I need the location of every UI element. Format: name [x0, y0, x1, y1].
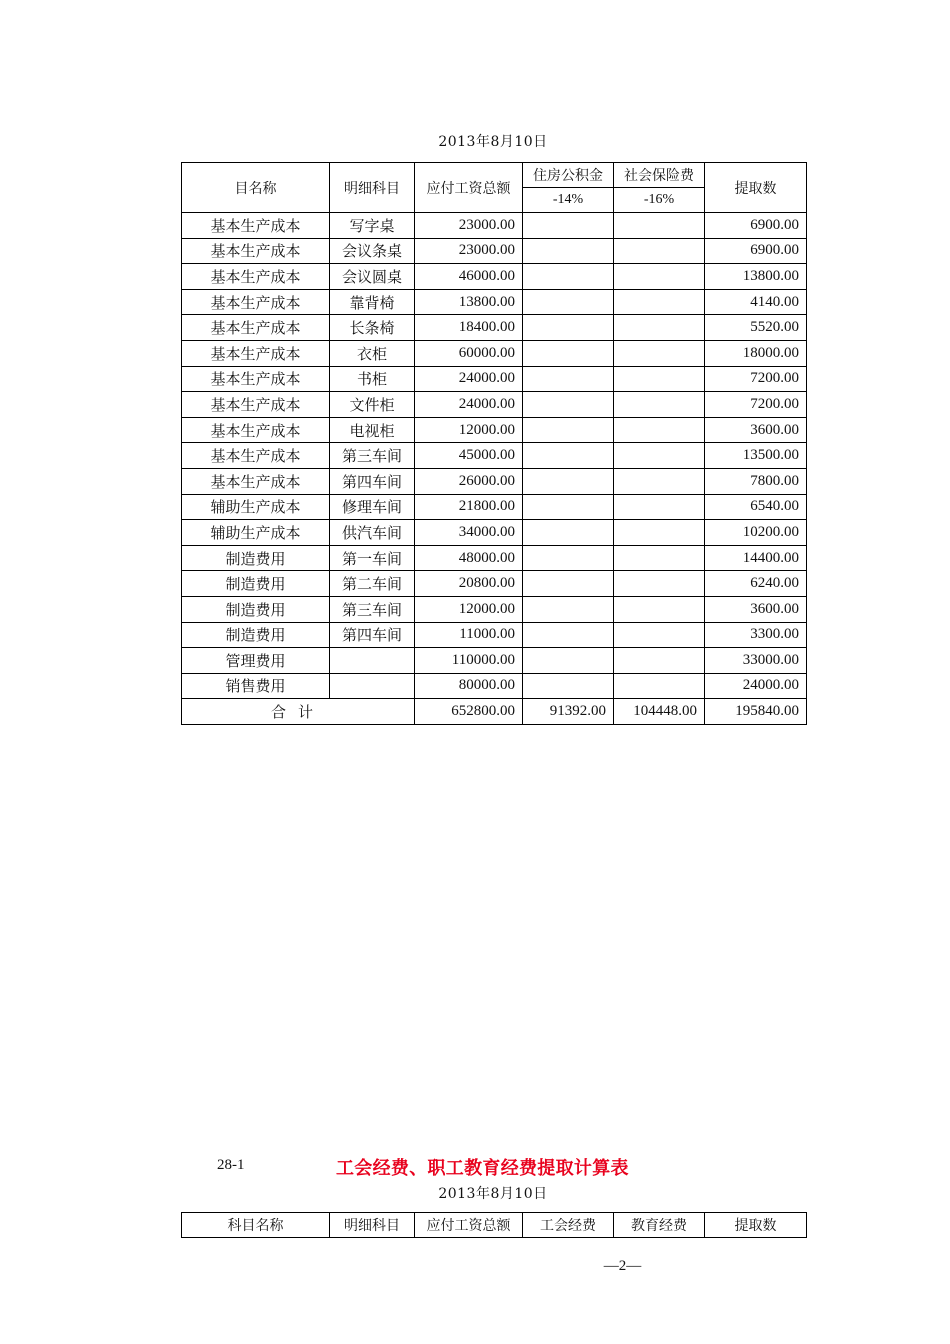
cell-amount: 33000.00	[705, 648, 807, 674]
cell-subject: 制造费用	[182, 622, 330, 648]
cell-wages: 24000.00	[415, 392, 523, 418]
header-housing-rate: -14%	[523, 188, 614, 213]
cell-wages: 48000.00	[415, 545, 523, 571]
cell-detail: 第三车间	[330, 596, 415, 622]
total-social: 104448.00	[614, 699, 705, 725]
cell-social	[614, 340, 705, 366]
cell-detail: 长条椅	[330, 315, 415, 341]
cell-subject: 销售费用	[182, 673, 330, 699]
header-amount: 提取数	[705, 163, 807, 213]
table-row	[182, 340, 807, 366]
header-social-rate: -16%	[614, 188, 705, 213]
cell-housing	[523, 673, 614, 699]
cell-detail: 写字桌	[330, 213, 415, 239]
header-union-fee: 工会经费	[523, 1213, 614, 1238]
cell-housing	[523, 571, 614, 597]
cell-housing	[523, 238, 614, 264]
cell-social	[614, 545, 705, 571]
cell-wages: 18400.00	[415, 315, 523, 341]
cell-subject: 基本生产成本	[182, 213, 330, 239]
cell-housing	[523, 494, 614, 520]
cell-detail: 供汽车间	[330, 520, 415, 546]
cell-amount: 6900.00	[705, 238, 807, 264]
cell-wages: 21800.00	[415, 494, 523, 520]
cell-amount: 7200.00	[705, 392, 807, 418]
table-row	[182, 264, 807, 290]
cell-detail: 第四车间	[330, 622, 415, 648]
cell-detail: 第二车间	[330, 571, 415, 597]
header-subject-name: 科目名称	[182, 1213, 330, 1238]
cell-housing	[523, 340, 614, 366]
cell-detail: 书柜	[330, 366, 415, 392]
cell-subject: 制造费用	[182, 571, 330, 597]
cell-wages: 80000.00	[415, 673, 523, 699]
table-row	[182, 289, 807, 315]
cell-social	[614, 648, 705, 674]
report-date-2: 2013年8月10日	[438, 1186, 548, 1202]
cell-detail: 第一车间	[330, 545, 415, 571]
table-body	[182, 213, 807, 725]
cell-detail: 会议圆桌	[330, 264, 415, 290]
table-row	[182, 238, 807, 264]
header-housing-fund: 住房公积金	[523, 163, 614, 188]
cell-social	[614, 417, 705, 443]
cell-detail: 第三车间	[330, 443, 415, 469]
cell-housing	[523, 289, 614, 315]
cell-social	[614, 443, 705, 469]
cell-subject: 基本生产成本	[182, 289, 330, 315]
cell-wages: 46000.00	[415, 264, 523, 290]
cell-housing	[523, 648, 614, 674]
cell-social	[614, 571, 705, 597]
table-row	[182, 315, 807, 341]
cell-wages: 13800.00	[415, 289, 523, 315]
cell-wages: 20800.00	[415, 571, 523, 597]
cell-amount: 3300.00	[705, 622, 807, 648]
header-detail: 明细科目	[330, 1213, 415, 1238]
total-label: 合计	[182, 699, 415, 725]
cell-housing	[523, 366, 614, 392]
table-row	[182, 366, 807, 392]
table-row	[182, 417, 807, 443]
cell-amount: 6240.00	[705, 571, 807, 597]
cell-social	[614, 392, 705, 418]
cell-housing	[523, 596, 614, 622]
table-row	[182, 443, 807, 469]
cell-subject: 基本生产成本	[182, 443, 330, 469]
cell-amount: 3600.00	[705, 596, 807, 622]
table-row	[182, 494, 807, 520]
cell-social	[614, 596, 705, 622]
cell-wages: 11000.00	[415, 622, 523, 648]
cell-housing	[523, 264, 614, 290]
cell-social	[614, 520, 705, 546]
cell-housing	[523, 417, 614, 443]
header-subject: 目名称	[182, 163, 330, 213]
cell-subject: 制造费用	[182, 545, 330, 571]
table-code: 28-1	[217, 1157, 245, 1173]
cell-amount: 6900.00	[705, 213, 807, 239]
cell-amount: 13800.00	[705, 264, 807, 290]
table-row	[182, 520, 807, 546]
cell-wages: 23000.00	[415, 213, 523, 239]
cell-subject: 管理费用	[182, 648, 330, 674]
cell-subject: 基本生产成本	[182, 264, 330, 290]
header-wages: 应付工资总额	[415, 163, 523, 213]
table-row	[182, 545, 807, 571]
cell-social	[614, 673, 705, 699]
header-amount: 提取数	[705, 1213, 807, 1238]
cell-social	[614, 468, 705, 494]
table-row	[182, 648, 807, 674]
cell-social	[614, 622, 705, 648]
cell-detail: 第四车间	[330, 468, 415, 494]
cell-housing	[523, 315, 614, 341]
cell-subject: 制造费用	[182, 596, 330, 622]
cell-subject: 辅助生产成本	[182, 494, 330, 520]
cell-social	[614, 366, 705, 392]
total-housing: 91392.00	[523, 699, 614, 725]
cell-social	[614, 315, 705, 341]
cell-housing	[523, 443, 614, 469]
cell-amount: 14400.00	[705, 545, 807, 571]
cell-housing	[523, 468, 614, 494]
cell-social	[614, 238, 705, 264]
table-row	[182, 622, 807, 648]
cell-housing	[523, 213, 614, 239]
cell-subject: 辅助生产成本	[182, 520, 330, 546]
cell-housing	[523, 622, 614, 648]
cell-social	[614, 289, 705, 315]
cell-social	[614, 213, 705, 239]
cell-social	[614, 494, 705, 520]
cell-wages: 34000.00	[415, 520, 523, 546]
cell-housing	[523, 392, 614, 418]
cell-wages: 23000.00	[415, 238, 523, 264]
cell-amount: 24000.00	[705, 673, 807, 699]
cell-subject: 基本生产成本	[182, 238, 330, 264]
cell-wages: 12000.00	[415, 417, 523, 443]
cell-detail	[330, 673, 415, 699]
header-social-insurance: 社会保险费	[614, 163, 705, 188]
cell-housing	[523, 520, 614, 546]
union-education-fund-table	[181, 1212, 807, 1238]
cell-wages: 110000.00	[415, 648, 523, 674]
cell-subject: 基本生产成本	[182, 468, 330, 494]
cell-wages: 60000.00	[415, 340, 523, 366]
payroll-provision-table	[181, 162, 807, 725]
cell-wages: 45000.00	[415, 443, 523, 469]
page-number: —2—	[603, 1258, 642, 1274]
cell-amount: 5520.00	[705, 315, 807, 341]
header-education-fee: 教育经费	[614, 1213, 705, 1238]
cell-amount: 10200.00	[705, 520, 807, 546]
cell-housing	[523, 545, 614, 571]
cell-detail: 衣柜	[330, 340, 415, 366]
header-wages: 应付工资总额	[415, 1213, 523, 1238]
cell-detail: 电视柜	[330, 417, 415, 443]
cell-amount: 7200.00	[705, 366, 807, 392]
section-title: 工会经费、职工教育经费提取计算表	[336, 1158, 629, 1179]
cell-wages: 26000.00	[415, 468, 523, 494]
total-row	[182, 699, 807, 725]
total-wages: 652800.00	[415, 699, 523, 725]
table-row	[182, 571, 807, 597]
cell-subject: 基本生产成本	[182, 417, 330, 443]
cell-amount: 18000.00	[705, 340, 807, 366]
report-date: 2013年8月10日	[438, 134, 548, 150]
total-amount: 195840.00	[705, 699, 807, 725]
cell-subject: 基本生产成本	[182, 392, 330, 418]
cell-subject: 基本生产成本	[182, 315, 330, 341]
cell-amount: 7800.00	[705, 468, 807, 494]
cell-subject: 基本生产成本	[182, 366, 330, 392]
table-row	[182, 596, 807, 622]
cell-wages: 12000.00	[415, 596, 523, 622]
cell-wages: 24000.00	[415, 366, 523, 392]
table-row	[182, 468, 807, 494]
cell-detail: 修理车间	[330, 494, 415, 520]
header-detail: 明细科目	[330, 163, 415, 213]
cell-detail	[330, 648, 415, 674]
table-row	[182, 392, 807, 418]
cell-amount: 13500.00	[705, 443, 807, 469]
cell-detail: 靠背椅	[330, 289, 415, 315]
cell-amount: 4140.00	[705, 289, 807, 315]
cell-detail: 文件柜	[330, 392, 415, 418]
cell-amount: 3600.00	[705, 417, 807, 443]
cell-subject: 基本生产成本	[182, 340, 330, 366]
table-row	[182, 213, 807, 239]
cell-amount: 6540.00	[705, 494, 807, 520]
cell-social	[614, 264, 705, 290]
table-row	[182, 673, 807, 699]
cell-detail: 会议条桌	[330, 238, 415, 264]
